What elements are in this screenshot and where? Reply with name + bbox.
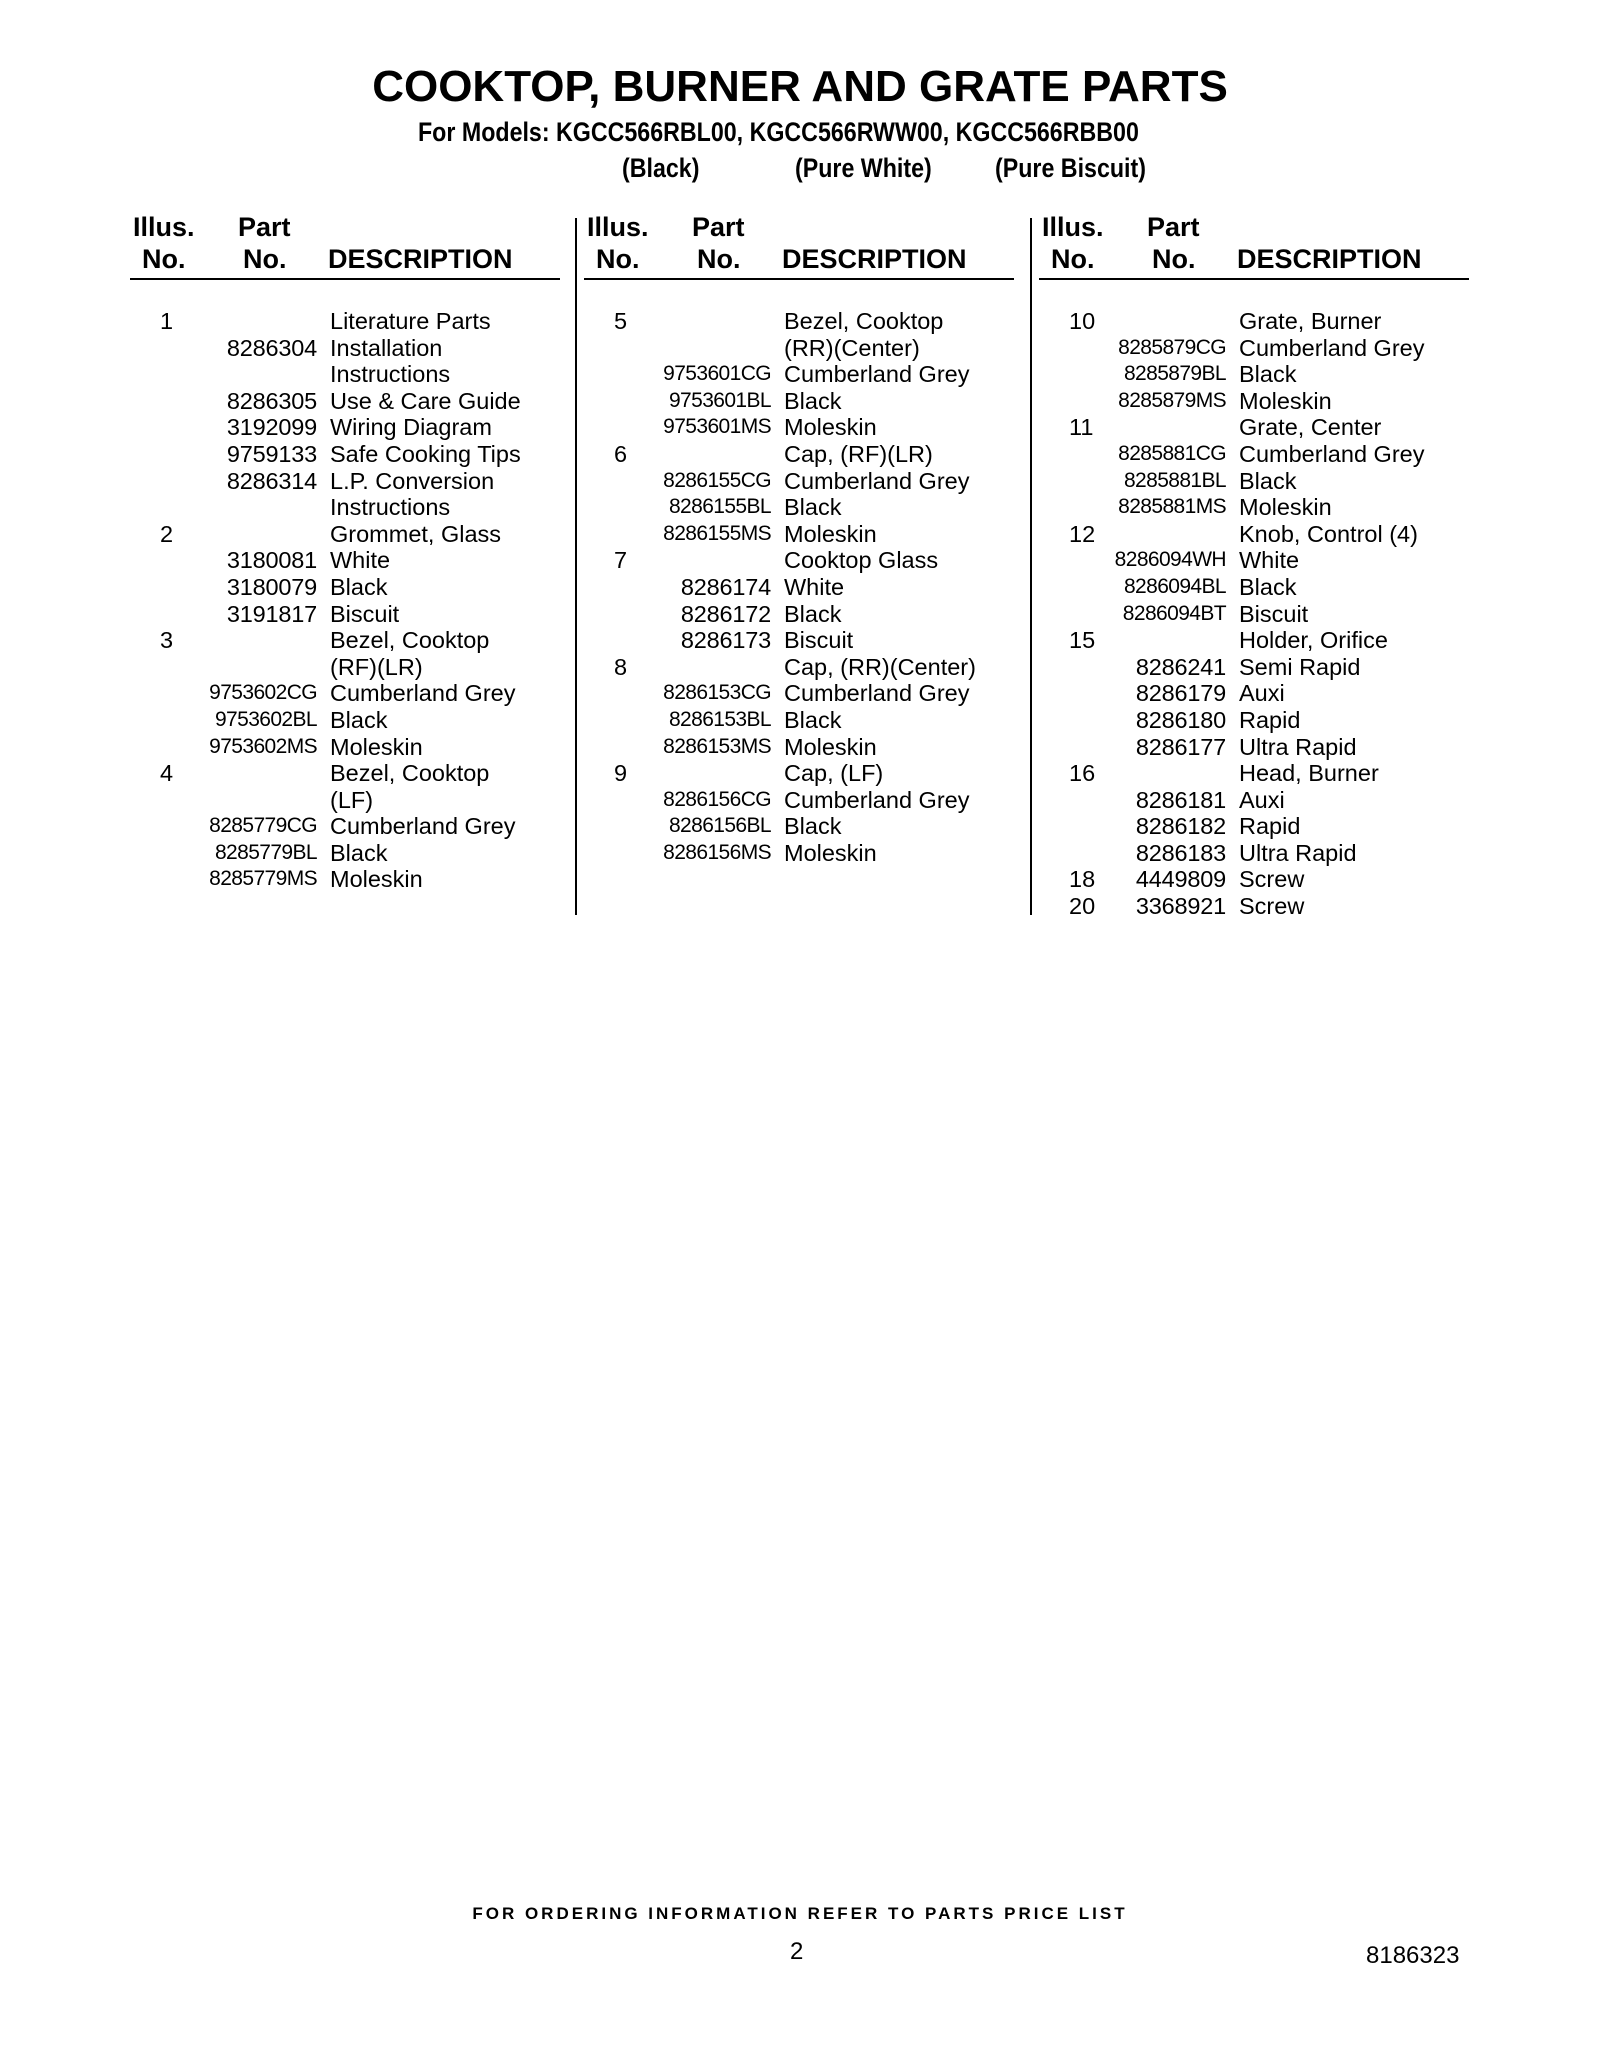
part-number: 8286155CG — [663, 468, 771, 492]
part-description: Auxi — [1239, 786, 1285, 813]
part-header-top: Part — [692, 212, 745, 242]
part-row — [1039, 335, 1469, 362]
part-description: Knob, Control (4) — [1239, 520, 1418, 547]
part-description: Screw — [1239, 866, 1305, 893]
part-description: Black — [330, 839, 388, 866]
part-description: Holder, Orifice — [1239, 627, 1388, 654]
column-header — [130, 210, 560, 280]
description-header: DESCRIPTION — [1237, 244, 1422, 274]
part-number: 9753602BL — [214, 707, 317, 731]
page-number: 2 — [790, 1938, 804, 1965]
part-row — [130, 361, 560, 388]
part-number: 9753602CG — [209, 681, 317, 705]
part-number: 8286241 — [1135, 653, 1226, 680]
part-row — [584, 707, 1014, 734]
page-title: COOKTOP, BURNER AND GRATE PARTS — [372, 62, 1228, 111]
part-row — [584, 547, 1014, 574]
part-row — [130, 574, 560, 601]
part-description: (RF)(LR) — [330, 653, 423, 680]
part-header-top: Part — [238, 212, 291, 242]
part-row — [1039, 760, 1469, 787]
part-row — [130, 866, 560, 893]
part-number: 3192099 — [226, 414, 317, 441]
part-description: Moleskin — [1239, 387, 1332, 414]
part-row — [584, 335, 1014, 362]
part-number: 8286094WH — [1114, 548, 1226, 572]
illus-number: 4 — [160, 760, 174, 787]
part-row — [1039, 813, 1469, 840]
part-row — [584, 468, 1014, 495]
part-description: Moleskin — [784, 839, 877, 866]
part-number: 3191817 — [226, 600, 317, 627]
part-description: Black — [1239, 361, 1297, 388]
part-number: 8286314 — [226, 467, 317, 494]
part-number: 8286183 — [1135, 839, 1226, 866]
part-row — [1039, 388, 1469, 415]
part-row — [130, 468, 560, 495]
part-row — [584, 308, 1014, 335]
part-header-bottom: No. — [243, 244, 287, 274]
part-row — [1039, 627, 1469, 654]
part-description: Cumberland Grey — [330, 680, 516, 707]
part-number: 8285881MS — [1118, 495, 1226, 519]
part-number: 8286153CG — [663, 681, 771, 705]
part-description: Biscuit — [784, 627, 854, 654]
part-row — [1039, 866, 1469, 893]
part-description: Cumberland Grey — [784, 361, 970, 388]
part-description: White — [330, 547, 391, 574]
part-number: 8286305 — [226, 387, 317, 414]
part-description: Moleskin — [1239, 494, 1332, 521]
part-description: Moleskin — [330, 866, 423, 893]
part-description: Black — [784, 813, 842, 840]
part-row — [1039, 654, 1469, 681]
part-row — [130, 441, 560, 468]
part-row — [584, 521, 1014, 548]
part-description: Safe Cooking Tips — [330, 440, 521, 467]
part-row — [130, 335, 560, 362]
part-description: White — [784, 573, 845, 600]
part-description: Cumberland Grey — [330, 813, 516, 840]
part-row — [130, 840, 560, 867]
part-description: Cumberland Grey — [784, 467, 970, 494]
part-number: 8286155BL — [668, 495, 771, 519]
models-line: For Models: KGCC566RBL00, KGCC566RWW00, KGCC566RBB00 — [418, 117, 1139, 147]
ordering-note: FOR ORDERING INFORMATION REFER TO PARTS PRICE LIST — [472, 1904, 1128, 1923]
part-number: 8285779CG — [209, 814, 317, 838]
part-description: Grommet, Glass — [330, 520, 502, 547]
part-row — [584, 601, 1014, 628]
part-number: 8286177 — [1135, 733, 1226, 760]
illus-header-top: Illus. — [133, 212, 195, 242]
illus-header-bottom: No. — [596, 244, 640, 274]
part-row — [584, 414, 1014, 441]
part-row — [1039, 308, 1469, 335]
part-row — [584, 734, 1014, 761]
part-row — [1039, 707, 1469, 734]
part-description: White — [1239, 547, 1300, 574]
part-number: 8286181 — [1135, 786, 1226, 813]
part-description: (RR)(Center) — [784, 334, 920, 361]
part-description: Rapid — [1239, 706, 1301, 733]
part-row — [130, 734, 560, 761]
part-row — [1039, 441, 1469, 468]
part-number: 8286173 — [680, 627, 771, 654]
part-row — [130, 547, 560, 574]
parts-column-2 — [584, 210, 1014, 866]
part-description: Black — [1239, 573, 1297, 600]
part-description: Ultra Rapid — [1239, 733, 1357, 760]
illus-number: 8 — [614, 653, 628, 680]
part-row — [130, 388, 560, 415]
part-description: Semi Rapid — [1239, 653, 1361, 680]
part-row — [584, 627, 1014, 654]
illus-number: 1 — [160, 308, 174, 334]
part-description: Literature Parts — [330, 308, 491, 334]
part-description: Black — [784, 706, 842, 733]
illus-number: 7 — [614, 547, 628, 574]
part-row — [1039, 574, 1469, 601]
part-row — [130, 654, 560, 681]
part-description: Black — [1239, 467, 1297, 494]
part-number: 8286182 — [1135, 813, 1226, 840]
part-number: 9759133 — [226, 440, 317, 467]
part-number: 8286156MS — [663, 840, 771, 864]
illus-number: 9 — [614, 760, 628, 787]
illus-header-bottom: No. — [142, 244, 186, 274]
illus-number: 10 — [1069, 308, 1096, 334]
part-header-top: Part — [1147, 212, 1200, 242]
color-label-pure-biscuit: (Pure Biscuit) — [995, 153, 1146, 183]
part-row — [1039, 601, 1469, 628]
part-description: Installation — [330, 334, 443, 361]
part-row — [130, 494, 560, 521]
part-row — [130, 760, 560, 787]
part-row — [130, 601, 560, 628]
part-number: 8286174 — [680, 573, 771, 600]
illus-header-bottom: No. — [1051, 244, 1095, 274]
part-number: 8286156BL — [668, 814, 771, 838]
illus-header-top: Illus. — [1042, 212, 1104, 242]
part-description: Use & Care Guide — [330, 387, 521, 414]
illus-number: 3 — [160, 627, 174, 654]
part-row — [584, 361, 1014, 388]
part-row — [1039, 840, 1469, 867]
part-description: Black — [784, 494, 842, 521]
illus-number: 5 — [614, 308, 628, 334]
part-description: Cumberland Grey — [1239, 440, 1425, 467]
part-row — [130, 308, 560, 335]
part-row — [584, 654, 1014, 681]
part-number: 8286156CG — [663, 787, 771, 811]
part-description: Biscuit — [330, 600, 400, 627]
part-description: Moleskin — [784, 414, 877, 441]
part-description: Cumberland Grey — [784, 786, 970, 813]
part-number: 9753601BL — [668, 388, 771, 412]
part-row — [130, 787, 560, 814]
part-description: Ultra Rapid — [1239, 839, 1357, 866]
part-header-bottom: No. — [1152, 244, 1196, 274]
illus-number: 6 — [614, 440, 628, 467]
part-number: 8285879BL — [1123, 362, 1226, 386]
part-description: Grate, Center — [1239, 414, 1382, 441]
description-header: DESCRIPTION — [782, 244, 967, 274]
part-description: Instructions — [330, 494, 451, 521]
part-number: 8286153MS — [663, 734, 771, 758]
color-label-black: (Black) — [622, 153, 700, 183]
illus-number: 11 — [1069, 414, 1094, 441]
parts-rows — [130, 308, 560, 893]
part-row — [1039, 547, 1469, 574]
illus-header-top: Illus. — [587, 212, 649, 242]
part-row — [130, 521, 560, 548]
part-description: Bezel, Cooktop — [784, 308, 944, 334]
illus-number: 20 — [1069, 893, 1096, 920]
part-description: Wiring Diagram — [330, 414, 492, 441]
illus-number: 12 — [1069, 520, 1096, 547]
column-divider — [575, 218, 577, 915]
part-number: 8286094BT — [1122, 601, 1226, 625]
illus-number: 16 — [1069, 760, 1096, 787]
part-description: Grate, Burner — [1239, 308, 1382, 334]
part-row — [1039, 468, 1469, 495]
part-number: 3180081 — [226, 547, 317, 574]
part-row — [1039, 494, 1469, 521]
part-row — [584, 760, 1014, 787]
column-divider — [1030, 218, 1032, 915]
part-number: 8285779MS — [209, 867, 317, 891]
part-row — [1039, 521, 1469, 548]
part-description: Auxi — [1239, 680, 1285, 707]
part-description: Head, Burner — [1239, 760, 1379, 787]
part-row — [584, 574, 1014, 601]
part-number: 8285879MS — [1118, 388, 1226, 412]
part-row — [130, 627, 560, 654]
part-description: Screw — [1239, 893, 1305, 920]
part-description: (LF) — [330, 786, 374, 813]
part-description: Black — [330, 706, 388, 733]
part-row — [130, 707, 560, 734]
part-row — [1039, 361, 1469, 388]
part-number: 8286179 — [1135, 680, 1226, 707]
part-number: 3180079 — [226, 573, 317, 600]
illus-number: 18 — [1069, 866, 1096, 893]
part-description: Bezel, Cooktop — [330, 760, 490, 787]
part-row — [1039, 414, 1469, 441]
parts-rows — [584, 308, 1014, 866]
part-description: Rapid — [1239, 813, 1301, 840]
parts-column-3 — [1039, 210, 1469, 920]
document-number: 8186323 — [1366, 1942, 1460, 1969]
part-description: Moleskin — [784, 733, 877, 760]
part-number: 4449809 — [1135, 866, 1226, 893]
part-description: Cumberland Grey — [1239, 334, 1425, 361]
part-description: L.P. Conversion — [330, 467, 495, 494]
part-row — [584, 441, 1014, 468]
part-row — [584, 787, 1014, 814]
part-description: Biscuit — [1239, 600, 1309, 627]
parts-column-1 — [130, 210, 560, 893]
column-header — [1039, 210, 1469, 280]
part-description: Cooktop Glass — [784, 547, 939, 574]
part-row — [130, 813, 560, 840]
part-row — [584, 840, 1014, 867]
description-header: DESCRIPTION — [328, 244, 513, 274]
part-description: Black — [330, 573, 388, 600]
part-number: 8286172 — [680, 600, 771, 627]
part-header-bottom: No. — [697, 244, 741, 274]
part-row — [1039, 680, 1469, 707]
part-description: Instructions — [330, 361, 451, 388]
part-description: Moleskin — [330, 733, 423, 760]
part-description: Cumberland Grey — [784, 680, 970, 707]
part-number: 8286155MS — [663, 521, 771, 545]
part-number: 8285879CG — [1118, 335, 1226, 359]
part-description: Cap, (LF) — [784, 760, 884, 787]
part-description: Cap, (RF)(LR) — [784, 440, 933, 467]
part-number: 9753601MS — [663, 415, 771, 439]
part-number: 8285881BL — [1123, 468, 1226, 492]
illus-number: 2 — [160, 520, 174, 547]
part-row — [1039, 893, 1469, 920]
part-row — [130, 414, 560, 441]
color-label-pure-white: (Pure White) — [795, 153, 932, 183]
part-description: Black — [784, 387, 842, 414]
column-header — [584, 210, 1014, 280]
part-number: 9753601CG — [663, 362, 771, 386]
part-row — [584, 388, 1014, 415]
part-number: 9753602MS — [209, 734, 317, 758]
part-number: 8286094BL — [1123, 574, 1226, 598]
part-description: Black — [784, 600, 842, 627]
part-description: Bezel, Cooktop — [330, 627, 490, 654]
part-number: 3368921 — [1135, 893, 1226, 920]
part-row — [584, 680, 1014, 707]
part-number: 8285779BL — [214, 840, 317, 864]
part-row — [584, 494, 1014, 521]
part-row — [1039, 787, 1469, 814]
part-row — [1039, 734, 1469, 761]
part-description: Moleskin — [784, 520, 877, 547]
part-number: 8286153BL — [668, 707, 771, 731]
part-number: 8286304 — [226, 334, 317, 361]
illus-number: 15 — [1069, 627, 1096, 654]
part-number: 8286180 — [1135, 706, 1226, 733]
part-number: 8285881CG — [1118, 441, 1226, 465]
part-row — [584, 813, 1014, 840]
part-row — [130, 680, 560, 707]
parts-rows — [1039, 308, 1469, 920]
part-description: Cap, (RR)(Center) — [784, 653, 976, 680]
